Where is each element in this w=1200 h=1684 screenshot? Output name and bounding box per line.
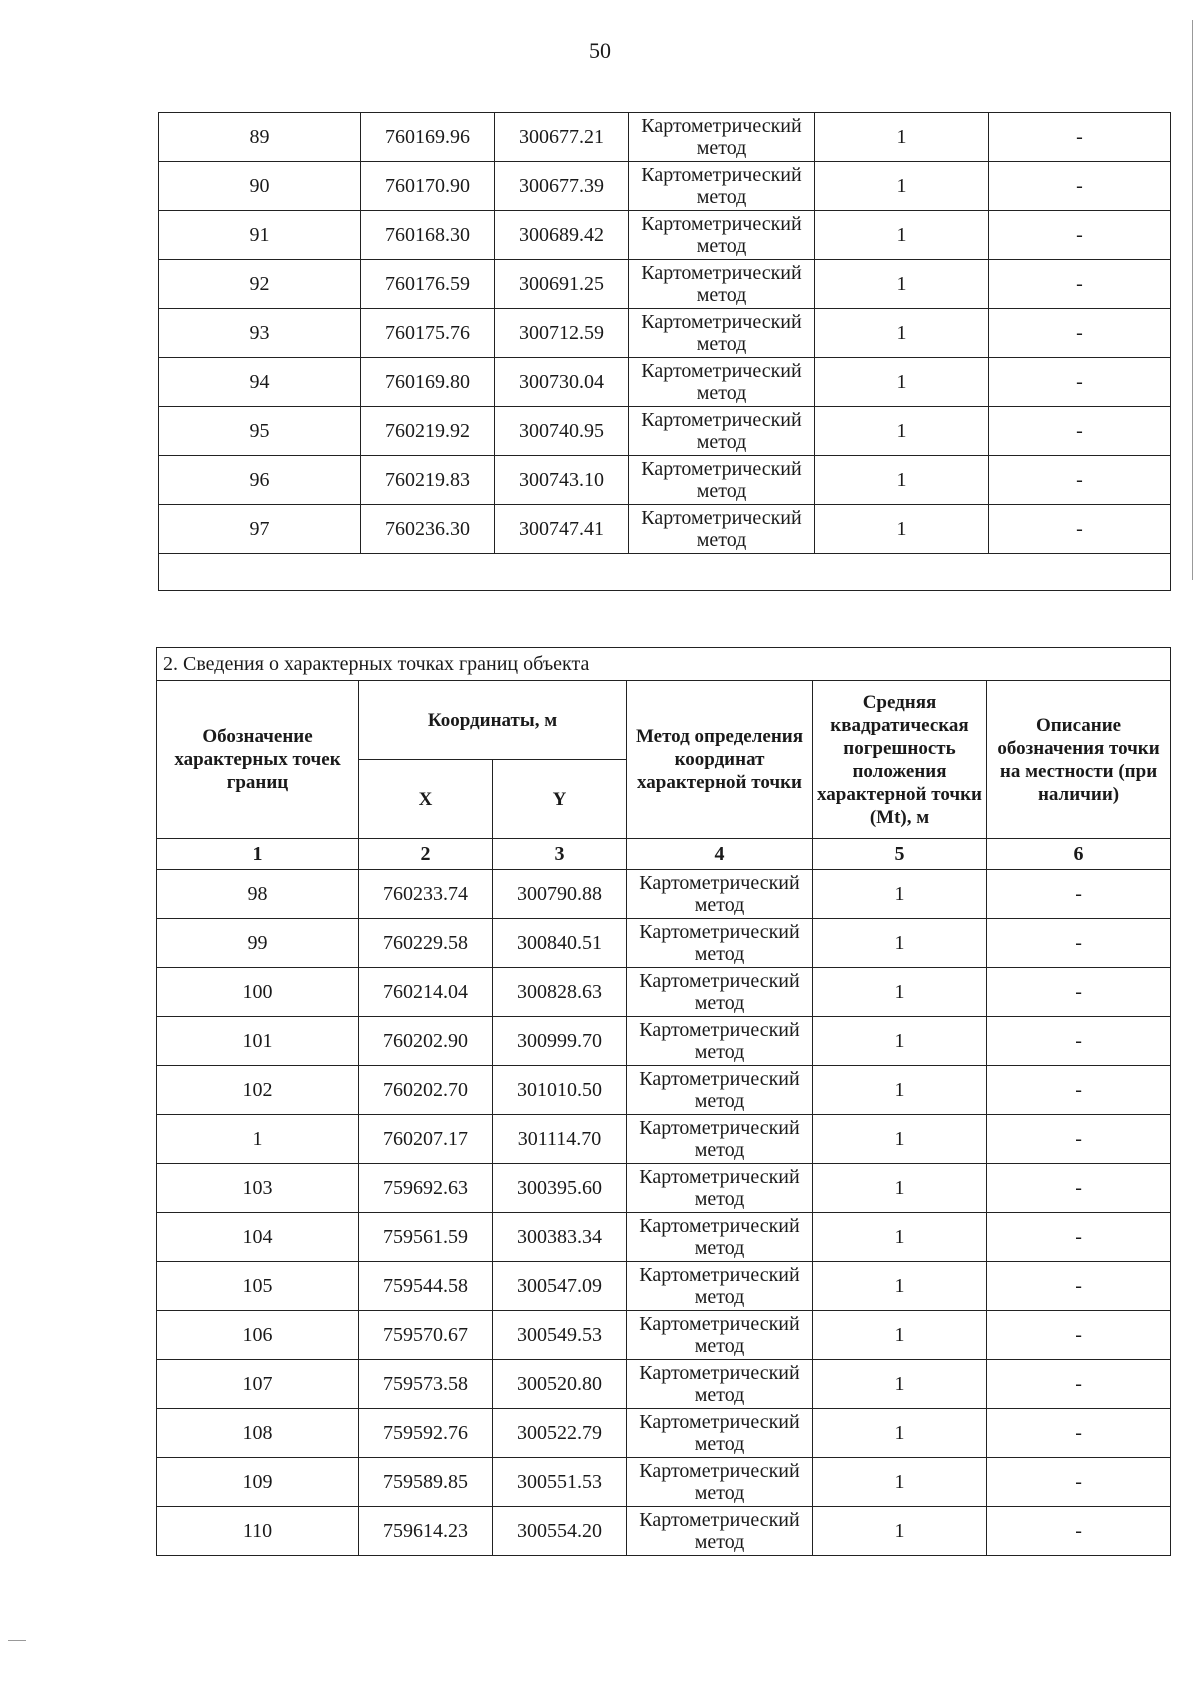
boundary-table-body <box>157 870 1171 1556</box>
header-description: Описание обозначения точки на местности (при наличии) <box>987 681 1171 839</box>
y-coordinate-cell: 300740.95 <box>495 407 629 456</box>
x-coordinate-cell: 760233.74 <box>359 870 493 919</box>
point-number-cell: 109 <box>157 1458 359 1507</box>
header-x: X <box>359 760 493 839</box>
y-coordinate-cell: 300730.04 <box>495 358 629 407</box>
table-row <box>159 211 1171 260</box>
point-number-cell: 98 <box>157 870 359 919</box>
table-row <box>157 1311 1171 1360</box>
table-row <box>157 1409 1171 1458</box>
column-number: 3 <box>493 839 627 870</box>
point-number-cell: 92 <box>159 260 361 309</box>
accuracy-cell: 1 <box>815 358 989 407</box>
method-cell: Картометрический метод <box>629 309 815 358</box>
accuracy-cell: 1 <box>815 113 989 162</box>
table-row <box>157 1262 1171 1311</box>
description-cell: - <box>989 260 1171 309</box>
description-cell: - <box>989 358 1171 407</box>
accuracy-cell: 1 <box>813 1213 987 1262</box>
method-cell: Картометрический метод <box>629 113 815 162</box>
x-coordinate-cell: 759589.85 <box>359 1458 493 1507</box>
y-coordinate-cell: 300554.20 <box>493 1507 627 1556</box>
accuracy-cell: 1 <box>815 260 989 309</box>
description-cell: - <box>987 1164 1171 1213</box>
y-coordinate-cell: 300549.53 <box>493 1311 627 1360</box>
x-coordinate-cell: 760168.30 <box>361 211 495 260</box>
point-number-cell: 95 <box>159 407 361 456</box>
x-coordinate-cell: 760202.70 <box>359 1066 493 1115</box>
description-cell: - <box>989 456 1171 505</box>
y-coordinate-cell: 300747.41 <box>495 505 629 554</box>
x-coordinate-cell: 759592.76 <box>359 1409 493 1458</box>
point-number-cell: 91 <box>159 211 361 260</box>
column-number: 6 <box>987 839 1171 870</box>
header-point-designation: Обозначение характерных точек границ <box>157 681 359 839</box>
method-cell: Картометрический метод <box>627 1066 813 1115</box>
accuracy-cell: 1 <box>813 1360 987 1409</box>
description-cell: - <box>987 1360 1171 1409</box>
header-coordinates: Координаты, м <box>359 681 627 760</box>
table-row <box>157 1164 1171 1213</box>
method-cell: Картометрический метод <box>627 968 813 1017</box>
accuracy-cell: 1 <box>815 407 989 456</box>
y-coordinate-cell: 300677.21 <box>495 113 629 162</box>
continued-table-body <box>159 113 1171 554</box>
description-cell: - <box>987 1066 1171 1115</box>
table-row <box>157 968 1171 1017</box>
description-cell: - <box>987 1213 1171 1262</box>
description-cell: - <box>987 968 1171 1017</box>
x-coordinate-cell: 760175.76 <box>361 309 495 358</box>
y-coordinate-cell: 300522.79 <box>493 1409 627 1458</box>
y-coordinate-cell: 300551.53 <box>493 1458 627 1507</box>
table-row <box>159 456 1171 505</box>
accuracy-cell: 1 <box>813 1115 987 1164</box>
method-cell: Картометрический метод <box>627 1409 813 1458</box>
description-cell: - <box>987 870 1171 919</box>
header-accuracy: Средняя квадратическая погрешность положения характерной точки (Mt), м <box>813 681 987 839</box>
point-number-cell: 105 <box>157 1262 359 1311</box>
y-coordinate-cell: 300689.42 <box>495 211 629 260</box>
y-coordinate-cell: 300828.63 <box>493 968 627 1017</box>
description-cell: - <box>989 211 1171 260</box>
column-number: 1 <box>157 839 359 870</box>
method-cell: Картометрический метод <box>627 1017 813 1066</box>
point-number-cell: 89 <box>159 113 361 162</box>
point-number-cell: 104 <box>157 1213 359 1262</box>
description-cell: - <box>987 1115 1171 1164</box>
description-cell: - <box>989 505 1171 554</box>
description-cell: - <box>987 1458 1171 1507</box>
table-row <box>159 407 1171 456</box>
y-coordinate-cell: 300999.70 <box>493 1017 627 1066</box>
x-coordinate-cell: 760169.96 <box>361 113 495 162</box>
x-coordinate-cell: 759561.59 <box>359 1213 493 1262</box>
description-cell: - <box>987 1507 1171 1556</box>
x-coordinate-cell: 760229.58 <box>359 919 493 968</box>
column-number: 4 <box>627 839 813 870</box>
table-row <box>159 113 1171 162</box>
table-row <box>157 919 1171 968</box>
description-cell: - <box>987 919 1171 968</box>
y-coordinate-cell: 300691.25 <box>495 260 629 309</box>
table-row <box>157 1213 1171 1262</box>
accuracy-cell: 1 <box>813 1164 987 1213</box>
accuracy-cell: 1 <box>815 211 989 260</box>
method-cell: Картометрический метод <box>629 211 815 260</box>
description-cell: - <box>989 309 1171 358</box>
method-cell: Картометрический метод <box>629 407 815 456</box>
method-cell: Картометрический метод <box>627 1458 813 1507</box>
y-coordinate-cell: 300840.51 <box>493 919 627 968</box>
description-cell: - <box>989 162 1171 211</box>
table-row <box>159 260 1171 309</box>
table-row <box>159 309 1171 358</box>
column-number: 2 <box>359 839 493 870</box>
accuracy-cell: 1 <box>815 505 989 554</box>
accuracy-cell: 1 <box>813 1017 987 1066</box>
point-number-cell: 96 <box>159 456 361 505</box>
column-number: 5 <box>813 839 987 870</box>
method-cell: Картометрический метод <box>627 919 813 968</box>
method-cell: Картометрический метод <box>627 870 813 919</box>
accuracy-cell: 1 <box>813 968 987 1017</box>
table-row <box>159 358 1171 407</box>
y-coordinate-cell: 300395.60 <box>493 1164 627 1213</box>
description-cell: - <box>989 113 1171 162</box>
accuracy-cell: 1 <box>813 919 987 968</box>
x-coordinate-cell: 760219.92 <box>361 407 495 456</box>
table-row <box>157 1017 1171 1066</box>
point-number-cell: 100 <box>157 968 359 1017</box>
point-number-cell: 103 <box>157 1164 359 1213</box>
accuracy-cell: 1 <box>813 870 987 919</box>
x-coordinate-cell: 760202.90 <box>359 1017 493 1066</box>
description-cell: - <box>987 1262 1171 1311</box>
y-coordinate-cell: 300383.34 <box>493 1213 627 1262</box>
method-cell: Картометрический метод <box>627 1262 813 1311</box>
y-coordinate-cell: 301114.70 <box>493 1115 627 1164</box>
section-title: 2. Сведения о характерных точках границ объекта <box>157 648 1171 681</box>
accuracy-cell: 1 <box>813 1066 987 1115</box>
x-coordinate-cell: 760170.90 <box>361 162 495 211</box>
accuracy-cell: 1 <box>815 456 989 505</box>
point-number-cell: 101 <box>157 1017 359 1066</box>
accuracy-cell: 1 <box>815 309 989 358</box>
description-cell: - <box>989 407 1171 456</box>
accuracy-cell: 1 <box>813 1507 987 1556</box>
page-number: 50 <box>589 38 611 63</box>
point-number-cell: 108 <box>157 1409 359 1458</box>
header-method: Метод определения координат характерной точки <box>627 681 813 839</box>
method-cell: Картометрический метод <box>629 162 815 211</box>
header-y: Y <box>493 760 627 839</box>
section-title-row <box>157 648 1171 681</box>
scan-edge-line <box>1192 20 1193 580</box>
accuracy-cell: 1 <box>813 1458 987 1507</box>
method-cell: Картометрический метод <box>629 358 815 407</box>
method-cell: Картометрический метод <box>627 1213 813 1262</box>
table-empty-row <box>159 554 1171 591</box>
y-coordinate-cell: 300677.39 <box>495 162 629 211</box>
column-number-row <box>157 839 1171 870</box>
point-number-cell: 94 <box>159 358 361 407</box>
x-coordinate-cell: 759570.67 <box>359 1311 493 1360</box>
table-row <box>157 1066 1171 1115</box>
x-coordinate-cell: 760214.04 <box>359 968 493 1017</box>
method-cell: Картометрический метод <box>629 260 815 309</box>
point-number-cell: 110 <box>157 1507 359 1556</box>
boundary-points-table <box>156 647 1171 1556</box>
point-number-cell: 90 <box>159 162 361 211</box>
y-coordinate-cell: 300520.80 <box>493 1360 627 1409</box>
x-coordinate-cell: 759544.58 <box>359 1262 493 1311</box>
method-cell: Картометрический метод <box>627 1115 813 1164</box>
accuracy-cell: 1 <box>813 1409 987 1458</box>
description-cell: - <box>987 1409 1171 1458</box>
x-coordinate-cell: 759573.58 <box>359 1360 493 1409</box>
y-coordinate-cell: 300790.88 <box>493 870 627 919</box>
header-row-1 <box>157 681 1171 760</box>
x-coordinate-cell: 760169.80 <box>361 358 495 407</box>
x-coordinate-cell: 759692.63 <box>359 1164 493 1213</box>
y-coordinate-cell: 300712.59 <box>495 309 629 358</box>
continued-coordinates-table <box>158 112 1171 591</box>
scan-margin-mark <box>8 1640 26 1641</box>
point-number-cell: 97 <box>159 505 361 554</box>
table-row <box>157 870 1171 919</box>
accuracy-cell: 1 <box>815 162 989 211</box>
description-cell: - <box>987 1017 1171 1066</box>
method-cell: Картометрический метод <box>629 456 815 505</box>
y-coordinate-cell: 300547.09 <box>493 1262 627 1311</box>
method-cell: Картометрический метод <box>627 1507 813 1556</box>
x-coordinate-cell: 760207.17 <box>359 1115 493 1164</box>
point-number-cell: 107 <box>157 1360 359 1409</box>
method-cell: Картометрический метод <box>627 1311 813 1360</box>
table-row <box>157 1115 1171 1164</box>
y-coordinate-cell: 300743.10 <box>495 456 629 505</box>
description-cell: - <box>987 1311 1171 1360</box>
empty-cell <box>159 554 1171 591</box>
table-row <box>159 505 1171 554</box>
x-coordinate-cell: 760236.30 <box>361 505 495 554</box>
table-row <box>159 162 1171 211</box>
y-coordinate-cell: 301010.50 <box>493 1066 627 1115</box>
point-number-cell: 99 <box>157 919 359 968</box>
point-number-cell: 106 <box>157 1311 359 1360</box>
accuracy-cell: 1 <box>813 1262 987 1311</box>
point-number-cell: 102 <box>157 1066 359 1115</box>
method-cell: Картометрический метод <box>627 1164 813 1213</box>
method-cell: Картометрический метод <box>627 1360 813 1409</box>
x-coordinate-cell: 760219.83 <box>361 456 495 505</box>
accuracy-cell: 1 <box>813 1311 987 1360</box>
table-row <box>157 1458 1171 1507</box>
method-cell: Картометрический метод <box>629 505 815 554</box>
table-row <box>157 1360 1171 1409</box>
table-row <box>157 1507 1171 1556</box>
x-coordinate-cell: 759614.23 <box>359 1507 493 1556</box>
point-number-cell: 93 <box>159 309 361 358</box>
x-coordinate-cell: 760176.59 <box>361 260 495 309</box>
point-number-cell: 1 <box>157 1115 359 1164</box>
